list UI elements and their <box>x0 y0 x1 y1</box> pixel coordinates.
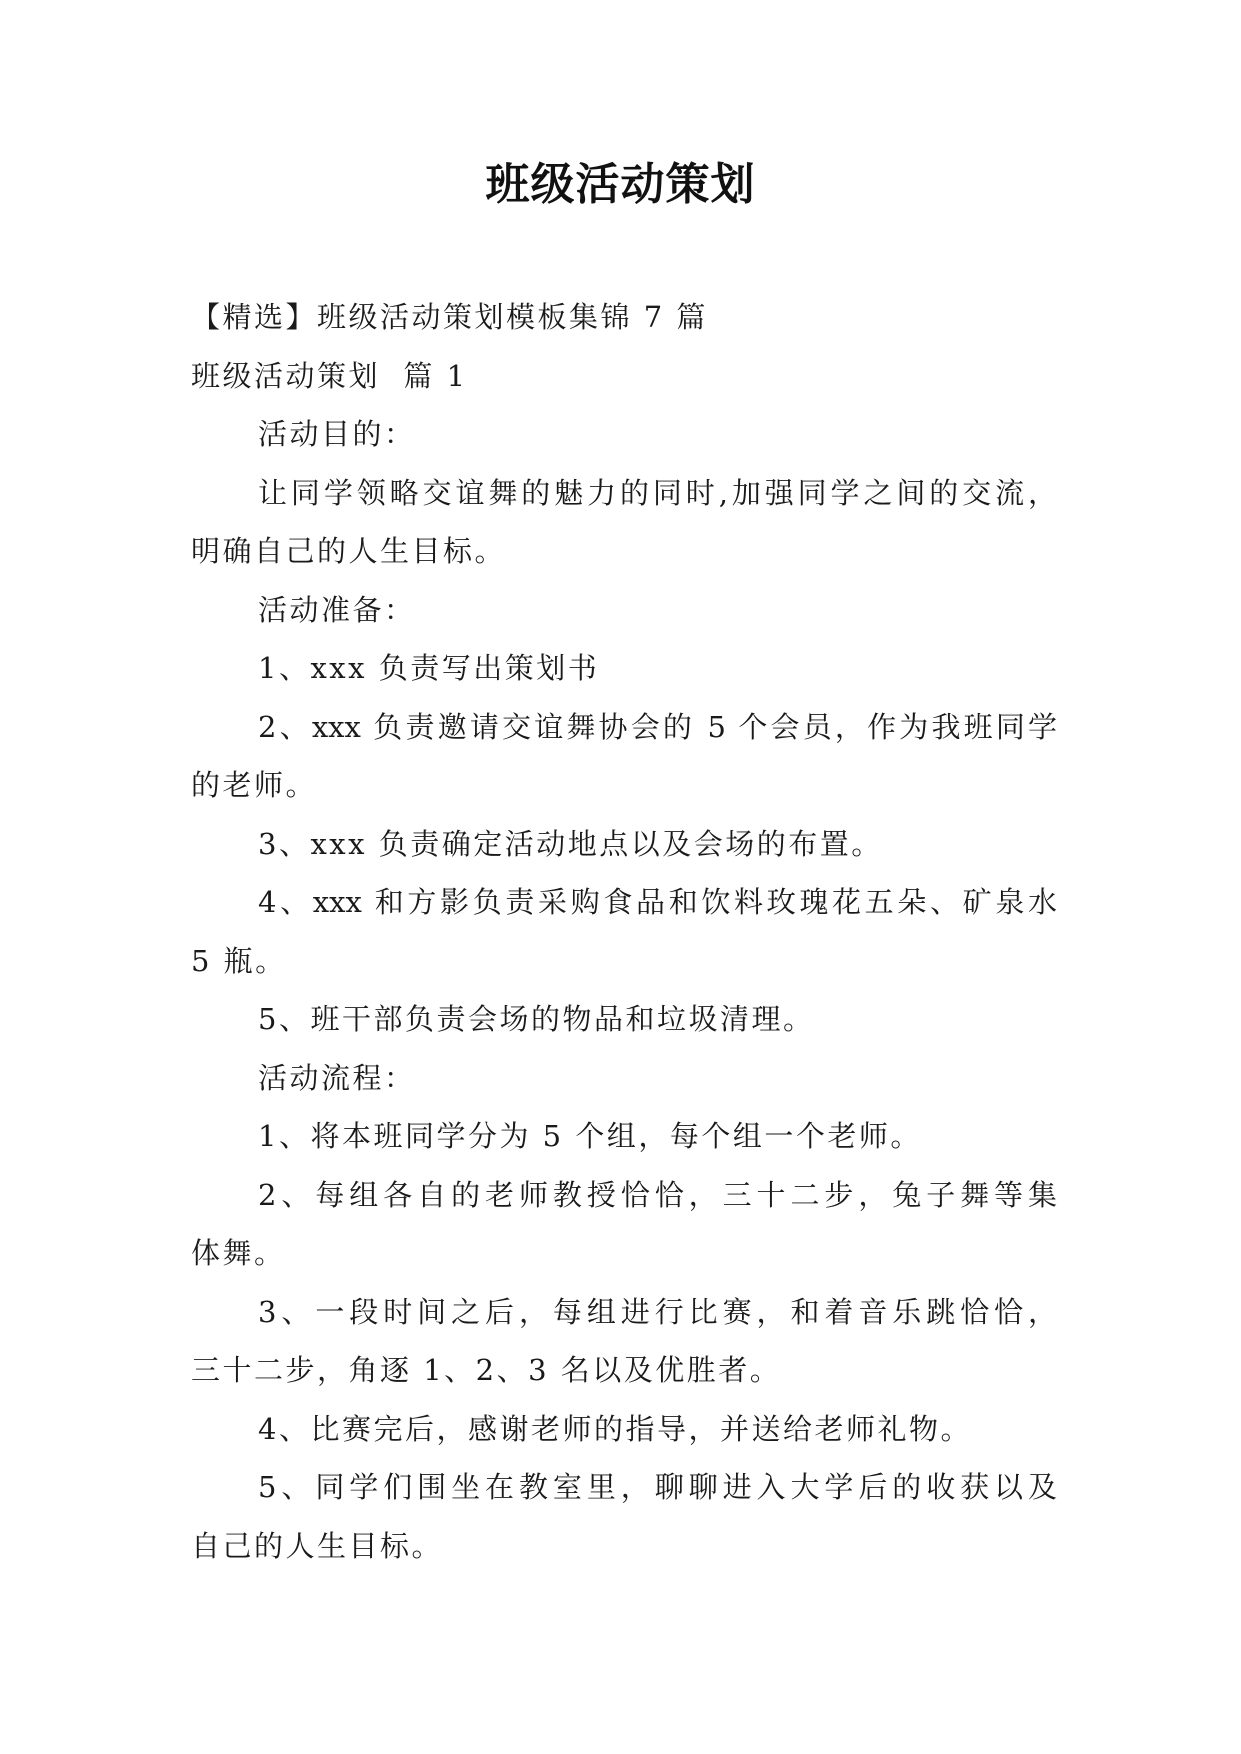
section-heading: 活动目的： <box>258 417 416 451</box>
list-item: 2、xxx 负责邀请交谊舞协会的 5 个会员，作为我班同学 <box>258 709 1057 744</box>
list-item: 4、比赛完后，感谢老师的指导，并送给老师礼物。 <box>258 1411 972 1446</box>
list-item: 1、xxx 负责写出策划书 <box>258 651 600 685</box>
list-item-continuation: 5 瓶。 <box>191 943 287 978</box>
list-item-continuation: 自己的人生目标。 <box>191 1528 444 1563</box>
list-item: 5、同学们围坐在教室里，聊聊进入大学后的收获以及 <box>258 1470 1057 1504</box>
list-item-continuation: 体舞。 <box>191 1236 286 1270</box>
paragraph-line: 让同学领略交谊舞的魅力的同时,加强同学之间的交流， <box>258 475 1057 510</box>
document-body <box>191 288 1057 1575</box>
list-item: 1、将本班同学分为 5 个组，每个组一个老师。 <box>258 1119 922 1153</box>
intro-line: 【精选】班级活动策划模板集锦 7 篇 <box>191 300 708 334</box>
list-item: 2、每组各自的老师教授恰恰，三十二步，兔子舞等集 <box>258 1177 1057 1212</box>
list-item-continuation: 的老师。 <box>191 768 318 802</box>
preparation-section <box>191 581 1057 1049</box>
list-item: 3、xxx 负责确定活动地点以及会场的布置。 <box>258 826 883 861</box>
process-section <box>191 1049 1057 1576</box>
list-item: 4、xxx 和方影负责采购食品和饮料玫瑰花五朵、矿泉水 <box>258 885 1057 919</box>
list-item: 3、一段时间之后，每组进行比赛，和着音乐跳恰恰， <box>258 1294 1057 1329</box>
document-title: 班级活动策划 <box>485 159 756 210</box>
section-heading: 活动流程： <box>258 1060 416 1095</box>
purpose-section <box>191 405 1057 581</box>
part-heading: 班级活动策划 篇 1 <box>191 358 468 393</box>
list-item: 5、班干部负责会场的物品和垃圾清理。 <box>258 1002 815 1036</box>
list-item-continuation: 三十二步，角逐 1、2、3 名以及优胜者。 <box>191 1353 782 1387</box>
section-heading: 活动准备： <box>258 592 416 627</box>
paragraph-line: 明确自己的人生目标。 <box>191 534 507 568</box>
